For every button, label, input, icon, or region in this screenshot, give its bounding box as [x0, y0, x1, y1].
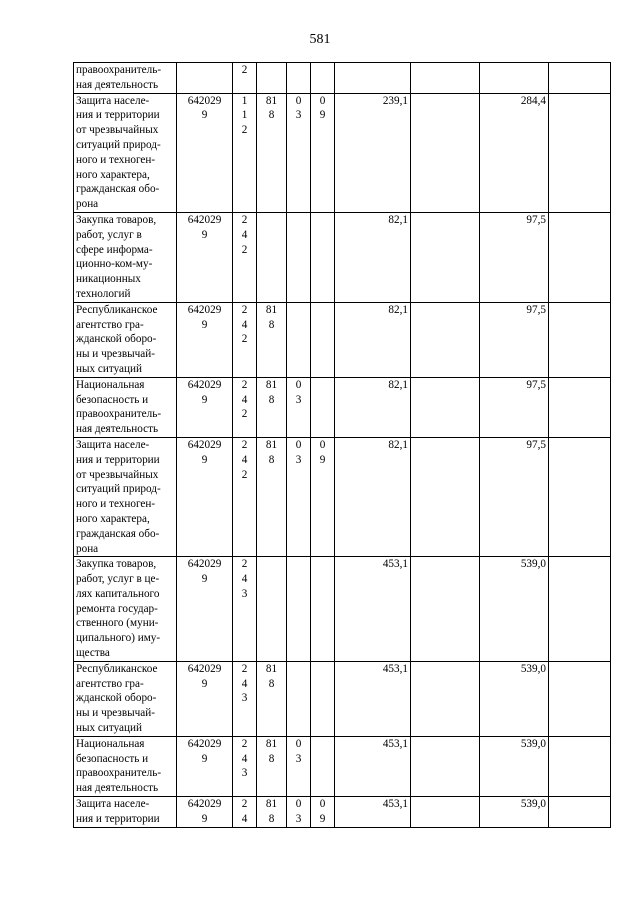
- amount-cell-3: 97,5: [480, 302, 549, 377]
- section-line: 0: [295, 438, 302, 451]
- section-line: 3: [295, 109, 302, 122]
- amount-cell-2: [411, 302, 480, 377]
- expense-type-line: 2: [241, 662, 248, 675]
- program-name-line: Республиканское: [76, 662, 158, 675]
- expense-type-line: 2: [241, 378, 248, 391]
- table-row: [74, 437, 611, 556]
- expense-type-cell: [233, 661, 257, 736]
- program-name-line: ного характера,: [76, 512, 150, 525]
- program-name-cell: [74, 212, 177, 302]
- expense-type-line: 3: [241, 587, 248, 600]
- page-number: 581: [309, 32, 331, 47]
- amount-cell-4: [549, 93, 611, 212]
- table-row: [74, 377, 611, 437]
- program-name-line: ных ситуаций: [76, 722, 142, 735]
- amount-cell-2: [411, 377, 480, 437]
- administrator-cell: [257, 93, 287, 212]
- target-code-cell: [177, 661, 233, 736]
- amount-cell-4: [549, 557, 611, 662]
- administrator-cell: [257, 557, 287, 662]
- table-row: [74, 557, 611, 662]
- amount-cell-2: [411, 797, 480, 828]
- administrator-cell: [257, 736, 287, 796]
- program-name-line: безопасность и: [76, 752, 149, 765]
- section-cell: [287, 437, 311, 556]
- amount-cell-1: 82,1: [335, 437, 411, 556]
- target-code-cell: [177, 93, 233, 212]
- administrator-line: 8: [268, 393, 275, 406]
- target-code-cell: [177, 557, 233, 662]
- program-name-line: гражданская обо-: [76, 183, 160, 196]
- program-name-cell: [74, 63, 177, 94]
- program-name-line: ного и техноген-: [76, 153, 156, 166]
- program-name-line: Национальная: [76, 737, 145, 750]
- program-name-line: ны и чрезвычай-: [76, 707, 155, 720]
- table-row: [74, 63, 611, 94]
- administrator-cell: [257, 661, 287, 736]
- target-code-cell: [177, 437, 233, 556]
- expense-type-cell: [233, 212, 257, 302]
- amount-cell-3: 97,5: [480, 212, 549, 302]
- subsection-cell: [311, 63, 335, 94]
- program-name-line: ситуаций природ-: [76, 138, 161, 151]
- expense-type-line: 4: [241, 573, 248, 586]
- amount-cell-3: 539,0: [480, 736, 549, 796]
- section-line: 0: [295, 378, 302, 391]
- expense-type-cell: [233, 302, 257, 377]
- program-name-line: рона: [76, 542, 99, 555]
- amount-cell-2: [411, 437, 480, 556]
- subsection-cell: [311, 212, 335, 302]
- amount-cell-3: 284,4: [480, 93, 549, 212]
- section-line: 0: [295, 94, 302, 107]
- program-name-line: лях капитального: [76, 587, 160, 600]
- section-cell: [287, 212, 311, 302]
- program-name-cell: [74, 302, 177, 377]
- section-cell: [287, 63, 311, 94]
- target-code-line: 642029: [187, 558, 222, 571]
- program-name-line: работ, услуг в: [76, 228, 142, 241]
- expense-type-line: 1: [241, 94, 248, 107]
- expense-type-line: 2: [241, 737, 248, 750]
- amount-cell-3: 539,0: [480, 557, 549, 662]
- program-name-line: сфере информа-: [76, 243, 153, 256]
- program-name-line: ния и территории: [76, 453, 160, 466]
- expense-type-line: 2: [241, 408, 248, 421]
- program-name-line: безопасность и: [76, 393, 149, 406]
- target-code-line: 9: [201, 752, 208, 765]
- subsection-line: 9: [319, 812, 326, 825]
- subsection-cell: [311, 736, 335, 796]
- target-code-cell: [177, 212, 233, 302]
- amount-cell-4: [549, 377, 611, 437]
- program-name-cell: [74, 557, 177, 662]
- section-cell: [287, 661, 311, 736]
- administrator-line: 81: [265, 438, 278, 451]
- target-code-cell: [177, 377, 233, 437]
- administrator-line: 81: [265, 94, 278, 107]
- program-name-line: правоохранитель-: [76, 408, 162, 421]
- expense-type-cell: [233, 437, 257, 556]
- program-name-line: ремонта государ-: [76, 602, 158, 615]
- expense-type-line: 2: [241, 468, 248, 481]
- program-name-line: Защита населе-: [76, 798, 150, 811]
- table-body: [74, 63, 611, 828]
- table-row: [74, 212, 611, 302]
- amount-cell-3: 539,0: [480, 797, 549, 828]
- amount-cell-3: 97,5: [480, 377, 549, 437]
- program-name-line: гражданская обо-: [76, 527, 160, 540]
- expense-type-line: 2: [241, 303, 248, 316]
- amount-cell-4: [549, 661, 611, 736]
- target-code-line: 642029: [187, 662, 222, 675]
- administrator-line: 81: [265, 798, 278, 811]
- amount-cell-3: [480, 63, 549, 94]
- expense-type-line: 4: [241, 393, 248, 406]
- amount-cell-2: [411, 63, 480, 94]
- section-line: 3: [295, 752, 302, 765]
- program-name-line: ния и территории: [76, 812, 160, 825]
- administrator-line: 8: [268, 109, 275, 122]
- target-code-line: 9: [201, 453, 208, 466]
- program-name-line: от чрезвычайных: [76, 468, 159, 481]
- amount-cell-1: 453,1: [335, 557, 411, 662]
- program-name-line: жданской оборо-: [76, 692, 157, 705]
- target-code-line: 9: [201, 573, 208, 586]
- amount-cell-1: 82,1: [335, 212, 411, 302]
- program-name-line: ственного (муни-: [76, 617, 159, 630]
- administrator-line: 8: [268, 752, 275, 765]
- amount-cell-4: [549, 797, 611, 828]
- target-code-cell: [177, 736, 233, 796]
- program-name-line: Республиканское: [76, 303, 158, 316]
- amount-cell-4: [549, 437, 611, 556]
- section-line: 3: [295, 393, 302, 406]
- expense-type-cell: [233, 377, 257, 437]
- amount-cell-1: 82,1: [335, 302, 411, 377]
- program-name-line: агентство гра-: [76, 318, 144, 331]
- section-cell: [287, 302, 311, 377]
- program-name-line: жданской оборо-: [76, 333, 157, 346]
- subsection-line: 0: [319, 438, 326, 451]
- expense-type-line: 2: [241, 438, 248, 451]
- amount-cell-3: 97,5: [480, 437, 549, 556]
- target-code-line: 642029: [187, 378, 222, 391]
- program-name-line: рона: [76, 198, 99, 211]
- expense-type-cell: [233, 797, 257, 828]
- expense-type-cell: [233, 736, 257, 796]
- program-name-line: ципального) иму-: [76, 632, 161, 645]
- amount-cell-4: [549, 212, 611, 302]
- target-code-line: 642029: [187, 94, 222, 107]
- expense-type-line: 2: [241, 798, 248, 811]
- program-name-line: правоохранитель-: [76, 64, 162, 76]
- target-code-cell: [177, 63, 233, 94]
- expense-type-line: 4: [241, 812, 248, 825]
- target-code-line: 642029: [187, 303, 222, 316]
- expense-type-cell: [233, 93, 257, 212]
- administrator-line: 8: [268, 453, 275, 466]
- program-name-line: Закупка товаров,: [76, 213, 157, 226]
- amount-cell-1: 453,1: [335, 736, 411, 796]
- amount-cell-1: 239,1: [335, 93, 411, 212]
- administrator-cell: [257, 212, 287, 302]
- target-code-line: 9: [201, 393, 208, 406]
- administrator-line: 81: [265, 662, 278, 675]
- target-code-line: 642029: [187, 438, 222, 451]
- target-code-line: 9: [201, 318, 208, 331]
- subsection-cell: [311, 302, 335, 377]
- program-name-line: работ, услуг в це-: [76, 573, 160, 586]
- subsection-line: 9: [319, 453, 326, 466]
- target-code-line: 642029: [187, 213, 222, 226]
- subsection-line: 0: [319, 798, 326, 811]
- program-name-line: Защита населе-: [76, 438, 150, 451]
- section-line: 0: [295, 737, 302, 750]
- amount-cell-3: 539,0: [480, 661, 549, 736]
- section-cell: [287, 377, 311, 437]
- target-code-cell: [177, 302, 233, 377]
- target-code-line: 9: [201, 228, 208, 241]
- amount-cell-4: [549, 63, 611, 94]
- subsection-cell: [311, 661, 335, 736]
- program-name-line: Национальная: [76, 378, 145, 391]
- expense-type-line: 2: [241, 124, 248, 137]
- program-name-cell: [74, 736, 177, 796]
- program-name-line: Защита населе-: [76, 94, 150, 107]
- program-name-cell: [74, 377, 177, 437]
- program-name-line: ная деятельность: [76, 78, 159, 91]
- subsection-cell: [311, 437, 335, 556]
- section-line: 0: [295, 798, 302, 811]
- subsection-line: 0: [319, 94, 326, 107]
- program-name-line: ных ситуаций: [76, 362, 142, 375]
- expense-type-cell: [233, 557, 257, 662]
- program-name-line: никационных: [76, 273, 141, 286]
- amount-cell-2: [411, 212, 480, 302]
- program-name-line: агентство гра-: [76, 677, 144, 690]
- section-cell: [287, 557, 311, 662]
- expense-type-line: 2: [241, 558, 248, 571]
- expense-type-line: 2: [241, 64, 248, 76]
- section-cell: [287, 93, 311, 212]
- program-name-line: ного и техноген-: [76, 498, 156, 511]
- program-name-line: ситуаций природ-: [76, 483, 161, 496]
- target-code-line: 9: [201, 677, 208, 690]
- subsection-cell: [311, 797, 335, 828]
- administrator-line: 81: [265, 303, 278, 316]
- program-name-line: ная деятельность: [76, 782, 159, 795]
- section-line: 3: [295, 812, 302, 825]
- expense-type-line: 4: [241, 752, 248, 765]
- amount-cell-1: 453,1: [335, 797, 411, 828]
- subsection-cell: [311, 377, 335, 437]
- budget-table: [73, 62, 611, 828]
- administrator-cell: [257, 377, 287, 437]
- program-name-line: ционно-ком-му-: [76, 258, 153, 271]
- expense-type-line: 1: [241, 109, 248, 122]
- target-code-line: 642029: [187, 737, 222, 750]
- amount-cell-2: [411, 93, 480, 212]
- section-line: 3: [295, 453, 302, 466]
- amount-cell-2: [411, 736, 480, 796]
- subsection-cell: [311, 557, 335, 662]
- amount-cell-2: [411, 661, 480, 736]
- administrator-cell: [257, 302, 287, 377]
- administrator-cell: [257, 437, 287, 556]
- expense-type-line: 4: [241, 677, 248, 690]
- section-cell: [287, 797, 311, 828]
- section-cell: [287, 736, 311, 796]
- administrator-line: 8: [268, 812, 275, 825]
- program-name-line: технологий: [76, 287, 131, 300]
- program-name-line: Закупка товаров,: [76, 558, 157, 571]
- subsection-cell: [311, 93, 335, 212]
- amount-cell-1: 453,1: [335, 661, 411, 736]
- target-code-cell: [177, 797, 233, 828]
- target-code-line: 9: [201, 812, 208, 825]
- program-name-cell: [74, 797, 177, 828]
- expense-type-cell: [233, 63, 257, 94]
- table-row: [74, 302, 611, 377]
- program-name-line: ного характера,: [76, 168, 150, 181]
- amount-cell-1: 82,1: [335, 377, 411, 437]
- expense-type-line: 2: [241, 243, 248, 256]
- subsection-line: 9: [319, 109, 326, 122]
- amount-cell-4: [549, 736, 611, 796]
- target-code-line: 9: [201, 109, 208, 122]
- amount-cell-4: [549, 302, 611, 377]
- expense-type-line: 4: [241, 228, 248, 241]
- program-name-line: ная деятельность: [76, 423, 159, 436]
- administrator-cell: [257, 63, 287, 94]
- expense-type-line: 4: [241, 453, 248, 466]
- amount-cell-2: [411, 557, 480, 662]
- administrator-line: 81: [265, 737, 278, 750]
- program-name-line: ния и территории: [76, 109, 160, 122]
- expense-type-line: 2: [241, 213, 248, 226]
- administrator-line: 81: [265, 378, 278, 391]
- expense-type-line: 3: [241, 767, 248, 780]
- expense-type-line: 2: [241, 333, 248, 346]
- program-name-line: от чрезвычайных: [76, 124, 159, 137]
- program-name-cell: [74, 661, 177, 736]
- program-name-cell: [74, 437, 177, 556]
- table-row: [74, 661, 611, 736]
- table-row: [74, 797, 611, 828]
- table-row: [74, 736, 611, 796]
- target-code-line: 642029: [187, 798, 222, 811]
- administrator-line: 8: [268, 318, 275, 331]
- program-name-line: правоохранитель-: [76, 767, 162, 780]
- amount-cell-1: [335, 63, 411, 94]
- program-name-line: щества: [76, 647, 110, 660]
- table-row: [74, 93, 611, 212]
- administrator-cell: [257, 797, 287, 828]
- expense-type-line: 3: [241, 692, 248, 705]
- program-name-line: ны и чрезвычай-: [76, 348, 155, 361]
- administrator-line: 8: [268, 677, 275, 690]
- program-name-cell: [74, 93, 177, 212]
- expense-type-line: 4: [241, 318, 248, 331]
